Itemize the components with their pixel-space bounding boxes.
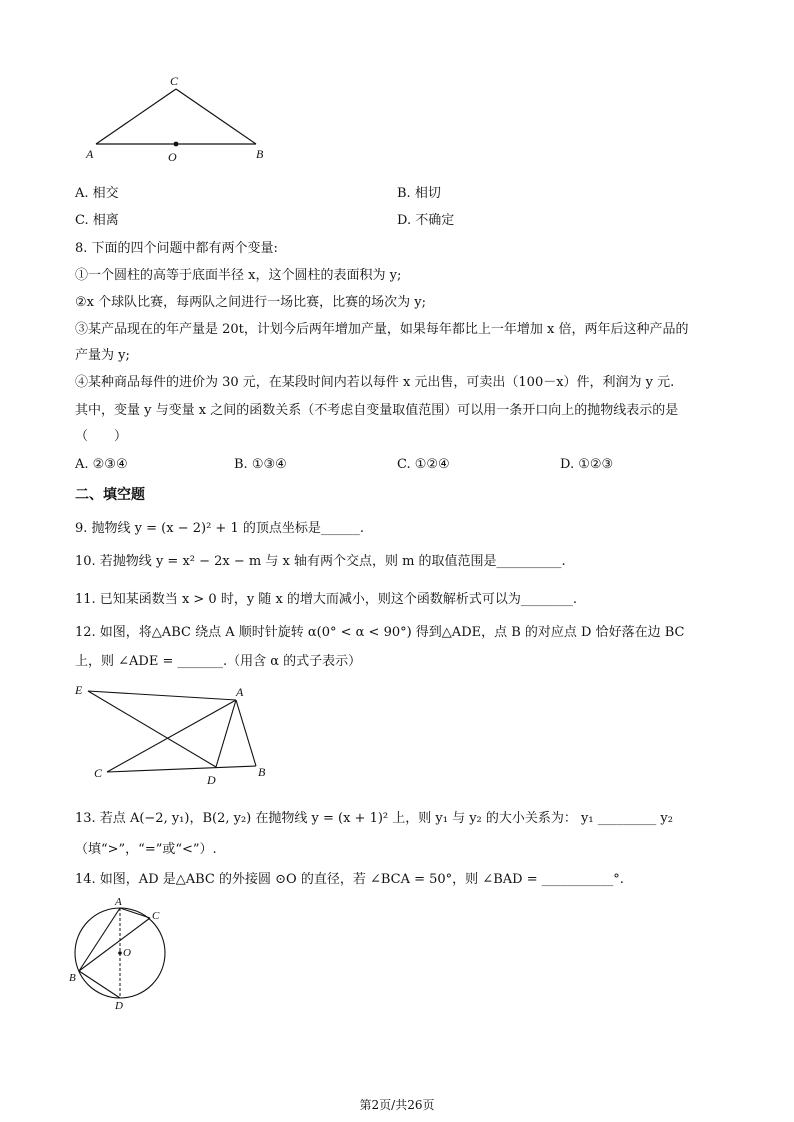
q9-text: 9. 抛物线 y = (x − 2)² + 1 的顶点坐标是______. xyxy=(75,521,364,536)
segment-ab xyxy=(79,908,120,971)
label-o: O xyxy=(168,150,177,164)
q8-stem: 8. 下面的四个问题中都有两个变量: xyxy=(75,241,278,256)
q12-line-1: 12. 如图，将△ABC 绕点 A 顺时针旋转 α(0° < α < 90°) 得到△ADE，点 B 的对应点 D 恰好落在边 BC xyxy=(75,625,685,640)
q8-conclusion: 其中，变量 y 与变量 x 之间的函数关系（不考虑自变量取值范围）可以用一条开口向上的抛物线表示的是 xyxy=(75,403,679,418)
label-a: A xyxy=(86,147,94,161)
q7-option-a: A. 相交 xyxy=(75,186,119,201)
q8-item-3: ③某产品现在的年产量是 20t，计划今后两年增加产量，如果每年都比上一年增加 x 倍，两年后这种产品的 xyxy=(75,322,689,337)
label-c: C xyxy=(170,74,179,88)
segment-ca xyxy=(107,700,236,772)
q8-item-3-cont: 产量为 y; xyxy=(75,348,130,363)
label-c: C xyxy=(152,910,160,922)
segment-bc xyxy=(79,918,150,971)
segment-bd xyxy=(79,971,120,998)
point-o xyxy=(174,142,179,147)
figure-q12-rotation xyxy=(70,680,280,790)
q14-text: 14. 如图，AD 是△ABC 的外接圆 ⊙O 的直径，若 ∠BCA = 50°，则 ∠BAD = ___________°. xyxy=(75,872,624,887)
q8-option-b: B. ①③④ xyxy=(234,457,287,472)
q8-item-1: ①一个圆柱的高等于底面半径 x，这个圆柱的表面积为 y; xyxy=(75,268,402,283)
q13-line-2: （填“>”，“=”或“<”）. xyxy=(75,842,217,857)
segment-ac xyxy=(96,89,176,144)
q8-item-2: ②x 个球队比赛，每两队之间进行一场比赛，比赛的场次为 y; xyxy=(75,295,426,310)
q8-option-c: C. ①②④ xyxy=(397,457,450,472)
label-b: B xyxy=(69,972,76,984)
q13-line-1: 13. 若点 A(−2, y₁)，B(2, y₂) 在抛物线 y = (x + 1)² 上，则 y₁ 与 y₂ 的大小关系为： y₁ _________ y₂ xyxy=(75,811,673,826)
q8-item-4: ④某种商品每件的进价为 30 元，在某段时间内若以每件 x 元出售，可卖出（100－x）件，利润为 y 元. xyxy=(75,375,675,390)
segment-ac xyxy=(120,908,150,918)
label-d: D xyxy=(115,1000,123,1012)
label-b: B xyxy=(258,765,266,779)
segment-ab xyxy=(236,700,256,766)
segment-ea xyxy=(88,691,236,700)
q7-option-d: D. 不确定 xyxy=(397,213,455,228)
q10-text: 10. 若抛物线 y = x² − 2x − m 与 x 轴有两个交点，则 m 的取值范围是__________. xyxy=(75,554,566,569)
page-number-footer: 第2页/共26页 xyxy=(359,1098,435,1112)
label-o: O xyxy=(123,947,131,959)
label-e: E xyxy=(75,683,83,697)
label-a: A xyxy=(115,896,122,908)
label-d: D xyxy=(207,773,216,787)
q12-line-2: 上，则 ∠ADE = _______.（用含 α 的式子表示） xyxy=(75,654,362,669)
segment-cb xyxy=(107,766,256,772)
section-heading-fill-in: 二、填空题 xyxy=(75,487,145,503)
q11-text: 11. 已知某函数当 x > 0 时，y 随 x 的增大而减小，则这个函数解析式可以为________. xyxy=(75,592,578,607)
figure-q7-triangle xyxy=(80,70,280,170)
label-b: B xyxy=(256,147,264,161)
label-c: C xyxy=(94,766,103,780)
q8-answer-bracket: （ ） xyxy=(75,429,128,444)
label-a: A xyxy=(236,685,244,699)
segment-ed xyxy=(88,691,216,767)
q8-option-a: A. ②③④ xyxy=(75,457,128,472)
figure-q14-circle xyxy=(66,895,186,1013)
point-o xyxy=(118,951,122,955)
q8-option-d: D. ①②③ xyxy=(560,457,614,472)
segment-cb xyxy=(176,89,256,144)
q7-option-b: B. 相切 xyxy=(397,186,441,201)
q7-option-c: C. 相离 xyxy=(75,213,119,228)
